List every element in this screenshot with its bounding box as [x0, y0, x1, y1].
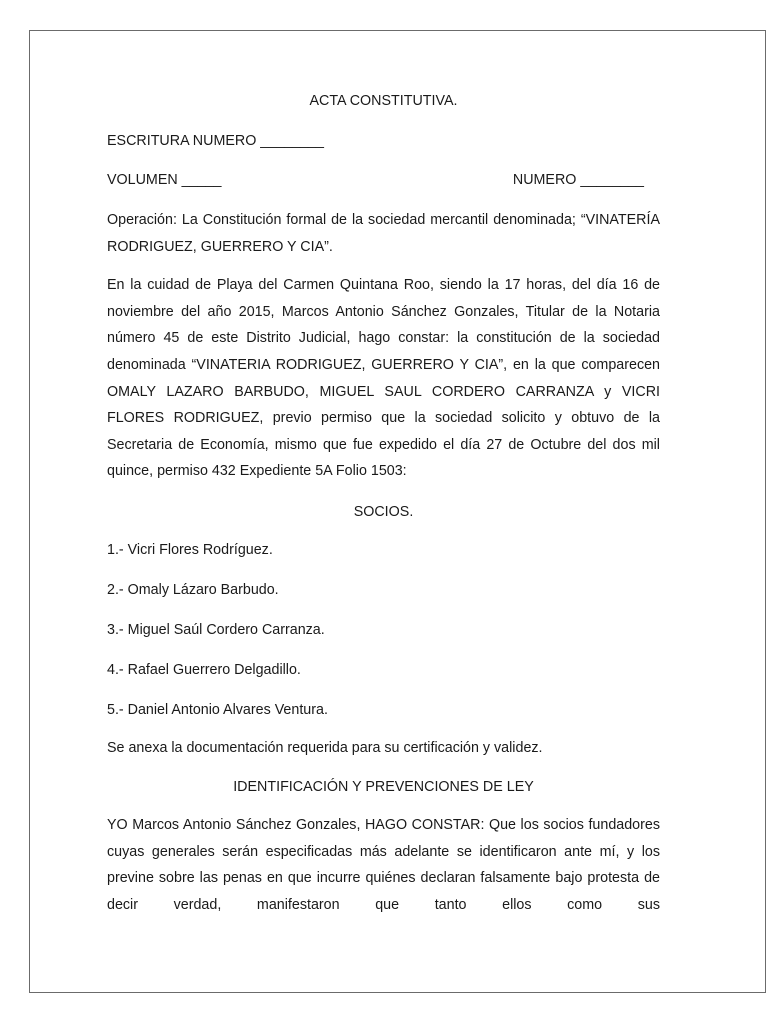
volumen-field: VOLUMEN _____	[107, 172, 222, 188]
operacion-paragraph: Operación: La Constitución formal de la sociedad mercantil denominada; “VINATERÍA RODRIGUEZ, GUERRERO Y CIA”.	[107, 212, 660, 255]
identificacion-paragraph: YO Marcos Antonio Sánchez Gonzales, HAGO CONSTAR: Que los socios fundadores cuyas generales serán especificadas más adelante se identificaron ante mí, y los previne sobre las penas en que incurre quiénes declaran falsamente bajo protesta de decir verdad, manifestaron que tanto ellos como sus	[107, 816, 660, 913]
document-title: ACTA CONSTITUTIVA.	[309, 93, 458, 109]
document-body	[107, 88, 660, 918]
socio-item-4: 4.- Rafael Guerrero Delgadillo.	[107, 661, 301, 678]
socios-heading: SOCIOS.	[353, 503, 414, 520]
socio-item-2: 2.- Omaly Lázaro Barbudo.	[107, 581, 279, 598]
socio-item-5: 5.- Daniel Antonio Alvares Ventura.	[107, 701, 328, 718]
socio-item-3: 3.- Miguel Saúl Cordero Carranza.	[107, 621, 325, 638]
escritura-line: ESCRITURA NUMERO ________	[107, 133, 324, 149]
anexo-line: Se anexa la documentación requerida para su certificación y validez.	[107, 739, 543, 756]
intro-paragraph: En la cuidad de Playa del Carmen Quintana Roo, siendo la 17 horas, del día 16 de noviembre del año 2015, Marcos Antonio Sánchez Gonzales, Titular de la Notaria número 45 de este Distrito Judicial, hago constar: la constitución de la sociedad denominada “VINATERIA RODRIGUEZ, GUERRERO Y CIA”, en la que comparecen OMALY LAZARO BARBUDO, MIGUEL SAUL CORDERO CARRANZA y VICRI FLORES RODRIGUEZ, previo permiso que la sociedad solicito y obtuvo de la Secretaria de Economía, mismo que fue expedido el día 27 de Octubre del dos mil quince, permiso 432 Expediente 5A Folio 1503:	[107, 277, 660, 480]
identificacion-heading: IDENTIFICACIÓN Y PREVENCIONES DE LEY	[233, 778, 534, 795]
numero-field: NUMERO ________	[512, 172, 644, 188]
volumen-numero-row	[107, 167, 660, 193]
socio-item-1: 1.- Vicri Flores Rodríguez.	[107, 541, 273, 558]
